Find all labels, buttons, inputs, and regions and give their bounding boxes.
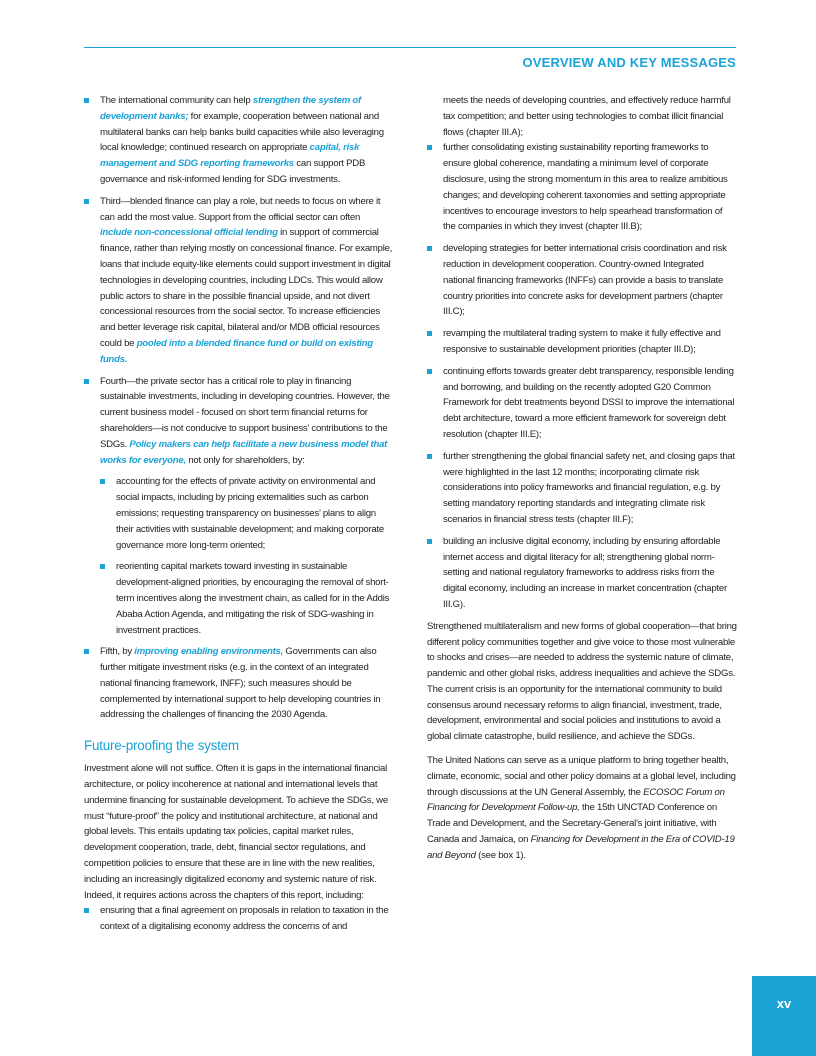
highlight-text: strengthen the system of development banks; — [100, 95, 361, 122]
right-column — [427, 93, 737, 864]
list-item-fifth: Fifth, by improving enabling environments, Governments can also further mitigate investment risks (e.g. in the context of an integrated national financing framework, INFF); such measures should be complemented by international support to help developing countries in addressing the challenges of financing the 2030 Agenda. — [84, 644, 394, 723]
header-rule — [84, 47, 736, 48]
multilateralism-paragraph: Strengthened multilateralism and new forms of global cooperation—that bring different policy communities together and give voice to those most vulnerable to shocks and crises—are needed to address the systemic nature of climate, pandemic and other global risks, address inequalities and achieve the SDGs. The current crisis is an opportunity for the international community to build consensus around necessary reforms to align financial, investment, trade, development, environmental and social policies and institutions to avoid a global climate catastrophe, build resilience, and achieve the SDGs. — [427, 620, 737, 743]
bullet-icon — [100, 479, 105, 484]
future-paragraph: Investment alone will not suffice. Often it is gaps in the international financial architecture, or policy incoherence at national and international levels that undermine financing for sustainable development. To achieve the SDGs, we must “future-proof” the policy and institutional architecture, at national and global levels. This entails updating tax policies, capital market rules, development cooperation, trade, debt, financial sector regulations, and competition policies to ensure that these are in line with the new realities, including an increasingly digitalized economy and systemic nature of risk. Indeed, it requires actions across the chapters of this report, including: — [84, 763, 388, 901]
bullet-icon — [427, 246, 432, 251]
continuation-text: meets the needs of developing countries, and effectively reduce harmful tax competition; and better using technologies to combat illicit financial flows (chapter III.A); — [443, 95, 731, 138]
bullet-icon — [84, 649, 89, 654]
list-item: reorienting capital markets toward investing in sustainable development-aligned priorities, by encouraging the removal of short-term incentives along the investment chain, as called for in the Addis Ababa Action Agenda, and mitigating the risk of SDG-washing in investment practices. — [100, 559, 394, 638]
highlight-text: improving enabling environments, — [134, 646, 284, 658]
page-number-box — [752, 976, 816, 1056]
list-item-third: Third—blended finance can play a role, but needs to focus on where it can add the most value. Support from the official sector can often include non-concessional official lending in support of commercial finance, rather than relying mostly on concessional finance. For example, loans that include equity-like elements could support investment in digital technologies in developing countries, including LDCs. This would allow public actors to share in the possible financial upside, and not divert concessional resources from the social sector. To increase efficiencies and better leverage risk capital, bilateral and/or MDB official resources could be pooled into a blended finance fund or build on existing funds. — [84, 194, 394, 368]
list-item: The international community can help strengthen the system of development banks; for example, cooperation between national and multilateral banks can help banks build capacities while also leveraging local knowledge; continued research on appropriate capital, risk management and SDG reporting frameworks can support PDB governance and risk-informed lending for SDG investments. — [84, 93, 394, 188]
list-item: building an inclusive digital economy, including by ensuring affordable internet access and digital literacy for all; strengthening global norm-setting and national regulatory frameworks to address risks from the digital economy, including an increase in market concentration (chapter III.G). — [427, 534, 737, 613]
list-item-fourth: Fourth—the private sector has a critical role to play in financing sustainable investments, including in developing countries. However, the current business model - focused on short term financial returns for shareholders—is not conducive to support business’ contributions to the SDGs. Policy makers can help facilitate a new business model that works for everyone, not only for shareholders, by: accounting for the effects of private activity on environmental and social impacts, including by pricing externalities such as carbon emissions; requesting transparency on businesses’ plans to align their activities with sustainable development; and making corporate governance more long-term oriented; reorienting capital markets toward investing in sustainable development-aligned priorities, by encouraging the removal of short-term incentives along the investment chain, as called for in the Addis Ababa Action Agenda, and mitigating the risk of SDG-washing in investment practices. — [84, 374, 394, 639]
bullet-icon — [100, 564, 105, 569]
page-number: xv — [776, 996, 792, 1011]
list-item: continuing efforts towards greater debt transparency, responsible lending and borrowing, and building on the recently adopted G20 Common Framework for debt treatments beyond DSSI to improve the international debt architecture, toward a more efficient framework for sovereign debt resolution (chapter III.E); — [427, 364, 737, 443]
bullet-icon — [84, 199, 89, 204]
highlight-text: pooled into a blended finance fund or build on existing funds. — [100, 337, 373, 365]
list-item: further consolidating existing sustainability reporting frameworks to ensure global coherence, mandating a minimum level of corporate disclosure, using the strong momentum in this area to realize ambitious changes; and developing coherent taxonomies and setting appropriate incentives to encourage investors to help spearhead transformation of the companies in which they invest (chapter III.B); — [427, 140, 737, 235]
tax-bullet-list — [84, 903, 394, 935]
bullet-icon — [427, 331, 432, 336]
list-item: ensuring that a final agreement on proposals in relation to taxation in the context of a digitalising economy address the concerns of and — [84, 903, 394, 935]
bank-sub-list — [84, 93, 394, 188]
bullet-icon — [427, 539, 432, 544]
bullet-icon — [427, 454, 432, 459]
list-item: developing strategies for better international crisis coordination and risk reduction in development cooperation. Country-owned Integrated national financing frameworks (INFFs) can provide a basis to translate country priorities into concrete asks for development partners (chapter III.C); — [427, 241, 737, 320]
fourth-sub-list — [100, 474, 394, 638]
highlight-text: Policy makers can help facilitate a new business model that works for everyone, — [100, 438, 388, 466]
bullet-icon — [84, 908, 89, 913]
highlight-text: capital, risk management and SDG reporting frameworks — [100, 142, 360, 170]
list-item: revamping the multilateral trading system to make it fully effective and responsive to sustainable development priorities (chapter III.D); — [427, 326, 737, 358]
bullet-icon — [427, 369, 432, 374]
actions-bullet-list — [427, 140, 737, 612]
bullet-icon — [84, 379, 89, 384]
list-item: accounting for the effects of private activity on environmental and social impacts, including by pricing externalities such as carbon emissions; requesting transparency on businesses’ plans to align their activities with sustainable development; and making corporate governance more long-term oriented; — [100, 474, 394, 553]
subheading-future-proofing: Future-proofing the system — [84, 738, 239, 754]
bullet-icon — [427, 145, 432, 150]
main-bullet-list — [84, 194, 394, 724]
list-item: further strengthening the global financial safety net, and closing gaps that were highlighted in the last 12 months; incorporating climate risk considerations into policy frameworks and financial regulation, e.g. by setting mandatory reporting standards and integrating climate risk scenarios in financial stress tests (chapter III.F); — [427, 449, 737, 528]
highlight-text: include non-concessional official lending — [100, 227, 278, 239]
section-title: OVERVIEW AND KEY MESSAGES — [522, 55, 736, 70]
bullet-icon — [84, 98, 89, 103]
united-nations-paragraph: The United Nations can serve as a unique platform to bring together health, climate, economic, social and other policy domains at a global level, including through discussions at the UN General Assembly, the ECOSOC Forum on Financing for Development Follow-up, the 15th UNCTAD Conference on Trade and Development, and the Secretary-General’s joint initiative, with Canada and Jamaica, on Financing for Development in the Era of COVID-19 and Beyond (see box 1). — [427, 755, 736, 861]
left-column — [84, 93, 394, 941]
